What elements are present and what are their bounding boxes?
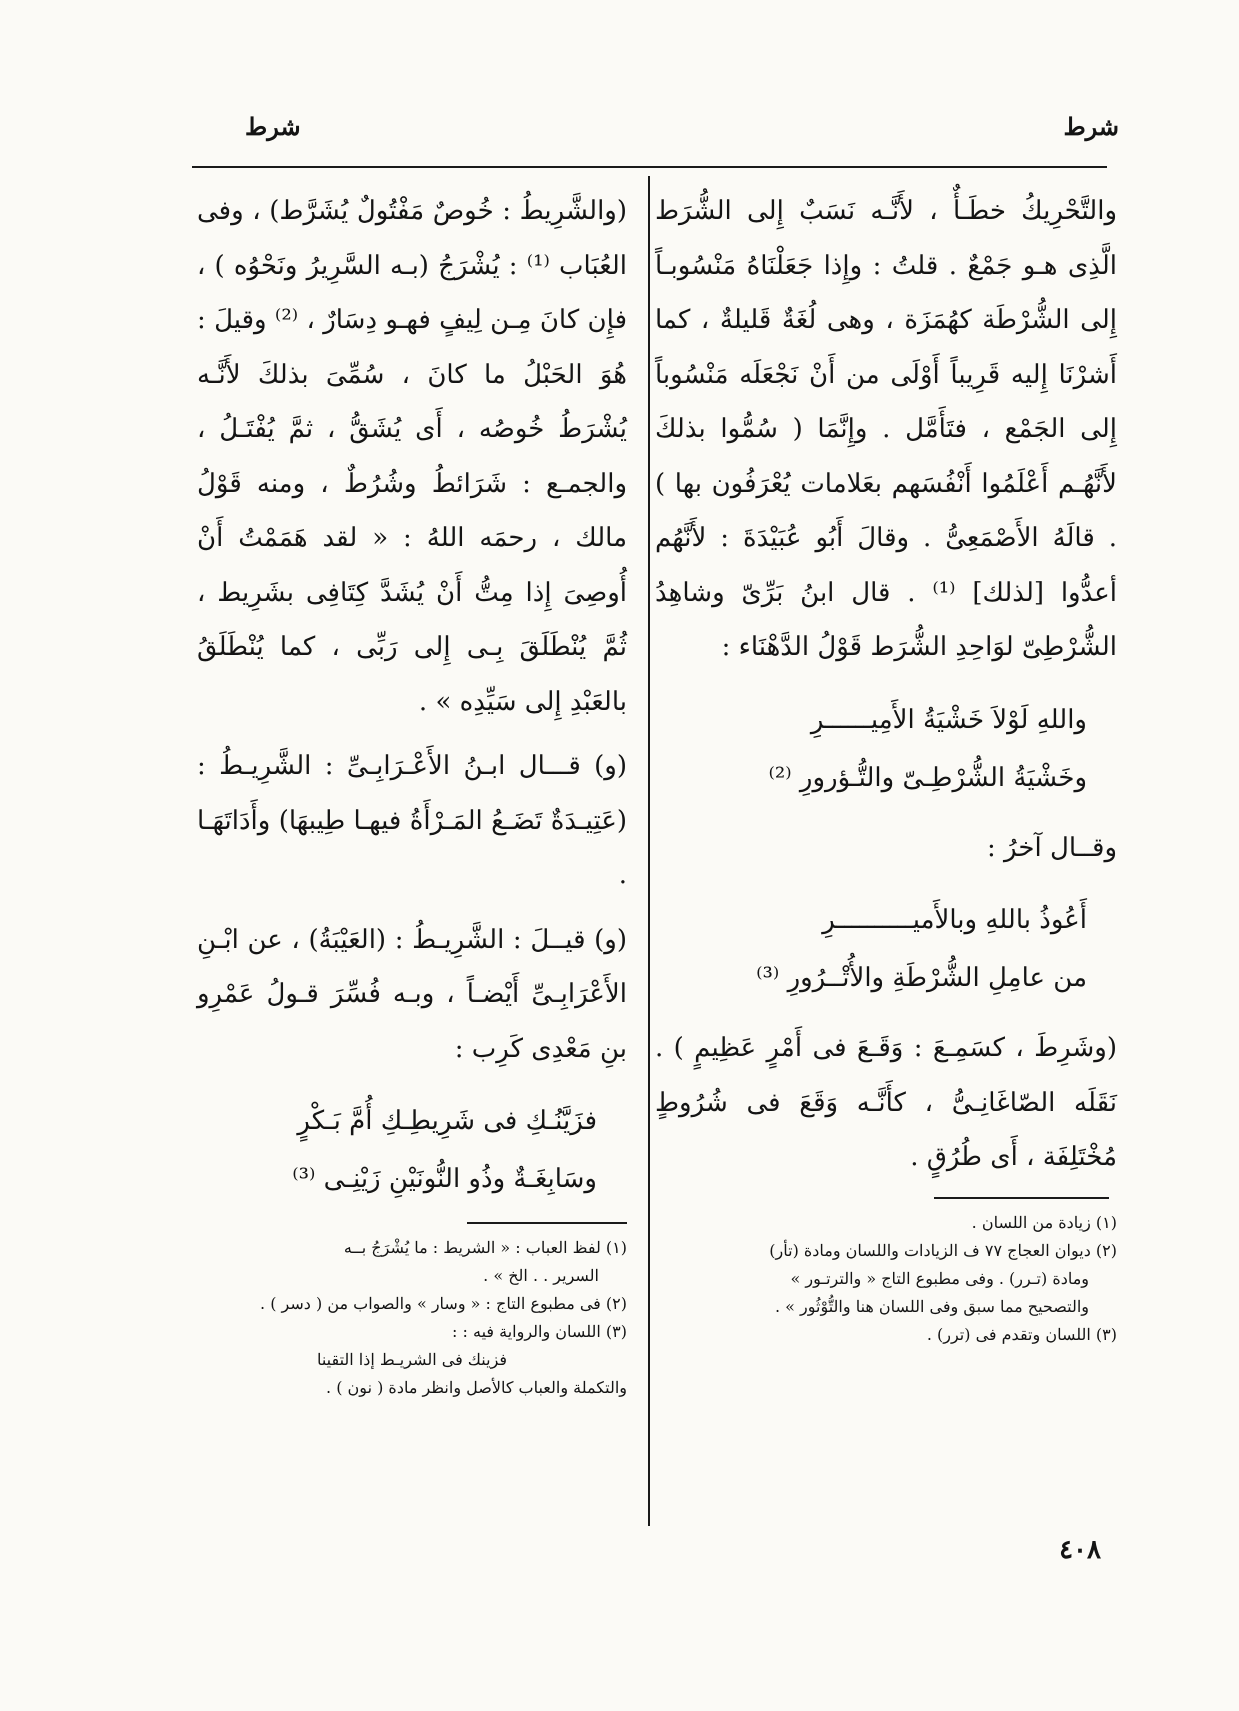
verse-line: واللهِ لَوْلاَ خَشْيَةُ الأَمِيــــــرِ: [810, 704, 1087, 735]
right-verse-2: [675, 891, 1087, 1007]
footnote: (١) زيادة من اللسان .: [971, 1212, 1117, 1232]
verse-line: أَعُوذُ باللهِ وبالأَميــــــــــرِ: [822, 905, 1087, 935]
right-column: [655, 184, 1117, 1349]
footnote: (٢) فى مطبوع التاج : « وسار » والصواب من ( دسر ) .: [260, 1294, 627, 1313]
left-verse-1: [217, 1092, 597, 1208]
verse-line: فزَيَّنُـكِ فى شَرِيطِـكِ أُمَّ بَـكْرٍ: [297, 1106, 597, 1136]
left-paragraph-2: (و) قـــال ابـنُ الأَعْـرَابِـىِّ : الشَّرِيـطُ : (عَتِيـدَةٌ تَضَـعُ المَـرْأَةُ فيهـا طِيبهَا) وأَدَاتَهَـا .: [197, 751, 627, 890]
page-number: ٤٠٨: [1059, 1535, 1101, 1565]
footnote: (٣) اللسان وتقدم فى (ترر) .: [926, 1324, 1117, 1344]
left-column: [197, 184, 627, 1402]
right-paragraph-3: (وشَرِطَ ، كسَمِـعَ : وَقَـعَ فى أَمْرٍ عَظِيمٍ ) . نَقَلَه الصّاغَانِـىُّ ، كأَنَّـه وَقَعَ فى شُرُوطٍ مُخْتَلِفَة ، أَى طُرُقٍ .: [655, 1033, 1117, 1172]
verse-line: من عامِلِ الشُّرْطَةِ والأُتْــرُورِ ⁽³⁾: [756, 963, 1087, 993]
footnote-rule: [467, 1222, 627, 1224]
footnote-rule: [934, 1197, 1109, 1199]
footnote: (٢) ديوان العجاج ٧٧ ف الزيادات واللسان ومادة (تأر): [769, 1240, 1117, 1260]
right-paragraph-2: وقــال آخرُ :: [987, 832, 1117, 863]
left-paragraph-3: (و) قيــلَ : الشَّرِيـطُ : (العَيْبَةُ) ، عن ابْـنِ الأَعْرَابِـىِّ أَيْضـاً ، وبـه فُسِّرَ قـولُ عَمْرِو بنِ مَعْدِى كَرِب :: [197, 924, 627, 1064]
footnote: ومادة (تـرر) . وفى مطبوع التاج « والترتـور »: [790, 1268, 1089, 1288]
header-keyword-right: شرط: [1063, 112, 1119, 141]
footnote: والتكملة والعباب كالأصل وانظر مادة ( نون ) .: [326, 1378, 627, 1397]
header-rule: [192, 166, 1107, 168]
footnote: (١) لفظ العباب : « الشريط : ما يُشْرَجُ بــه: [343, 1238, 627, 1257]
header-keyword-left: شرط: [245, 112, 301, 141]
right-footnotes: [655, 1209, 1117, 1349]
verse-line: وسَابِغَـةٌ وذُو النُّونَيْنِ زَيْنِـى ⁽³⁾: [292, 1164, 597, 1194]
footnote: فزينك فى الشريـط إذا التقينا: [316, 1350, 508, 1369]
right-paragraph-1: والتَّحْرِيكُ خطَـأٌ ، لأَنَّـه نَسَبٌ إِلى الشُّرَط الَّذِى هـو جَمْعٌ . قلتُ : وإِذا جَعَلْنَاهُ مَنْسُوبـاً إِلى الشُّرْطَة كهُمَزَة ، وهى لُغَةٌ قَليلةٌ ، كما أَشرْنَا إِليه قَرِيباً أَوْلَى من أَنْ نَجْعَلَه مَنْسُوباً إِلى الجَمْع ، فتَأَمَّل . وإِنَّمَا ( سُمُّوا بذلكَ لأَنَّهُـم أَعْلَمُوا أَنْفُسَهم بعَلامات يُعْرَفُون بها ) . قالَهُ الأَصْمَعِىُّ . وقالَ أَبُو عُبَيْدَةَ : لأَنَّهُم أعدُّوا [لذلك] ⁽¹⁾ . قال ابنُ بَرِّىّ وشاهِدُ الشُّرْطِىّ لوَاحِدِ الشُّرَط قَوْلُ الدَّهْنَاء :: [655, 196, 1117, 662]
verse-line: وخَشْيَةُ الشُّرْطِـىّ والتُّـؤرورِ ⁽²⁾: [768, 762, 1087, 793]
left-footnotes: [197, 1234, 627, 1402]
right-verse-1: [675, 691, 1087, 807]
footnote: والتصحيح مما سبق وفى اللسان هنا والتُّوْثُور » .: [774, 1296, 1089, 1316]
column-divider: [648, 176, 650, 1526]
left-paragraph-1: (والشَّرِيطُ : خُوصٌ مَفْتُولٌ يُشَرَّط) ، وفى العُبَاب ⁽¹⁾ : يُشْرَجُ (بـه السَّرِيرُ ونَحْوُه ) ، فإِن كانَ مِـن لِيفٍ فهـو دِسَارٌ ، ⁽²⁾ وقيلَ : هُوَ الحَبْلُ ما كانَ ، سُمِّىَ بذلكَ لأَنَّـه يُشْرَطُ خُوصُه ، أَى يُشَقُّ ، ثمَّ يُفْتَـلُ ، والجمـع : شَرَائطُ وشُرُطٌ ، ومنه قَوْلُ مالك ، رحمَه اللهُ : « لقد هَمَمْتُ أَنْ أُوصِىَ إِذا مِتُّ أَنْ يُشَدَّ كِتَافِى بشَرِيط ، ثُمَّ يُنْطَلَقَ بِـى إِلى رَبِّى ، كما يُنْطَلَقُ بالعَبْدِ إِلى سَيِّدِه » .: [197, 196, 627, 717]
footnote: (٣) اللسان والرواية فيه : :: [452, 1322, 627, 1341]
footnote: السرير . . الخ » .: [483, 1266, 599, 1285]
